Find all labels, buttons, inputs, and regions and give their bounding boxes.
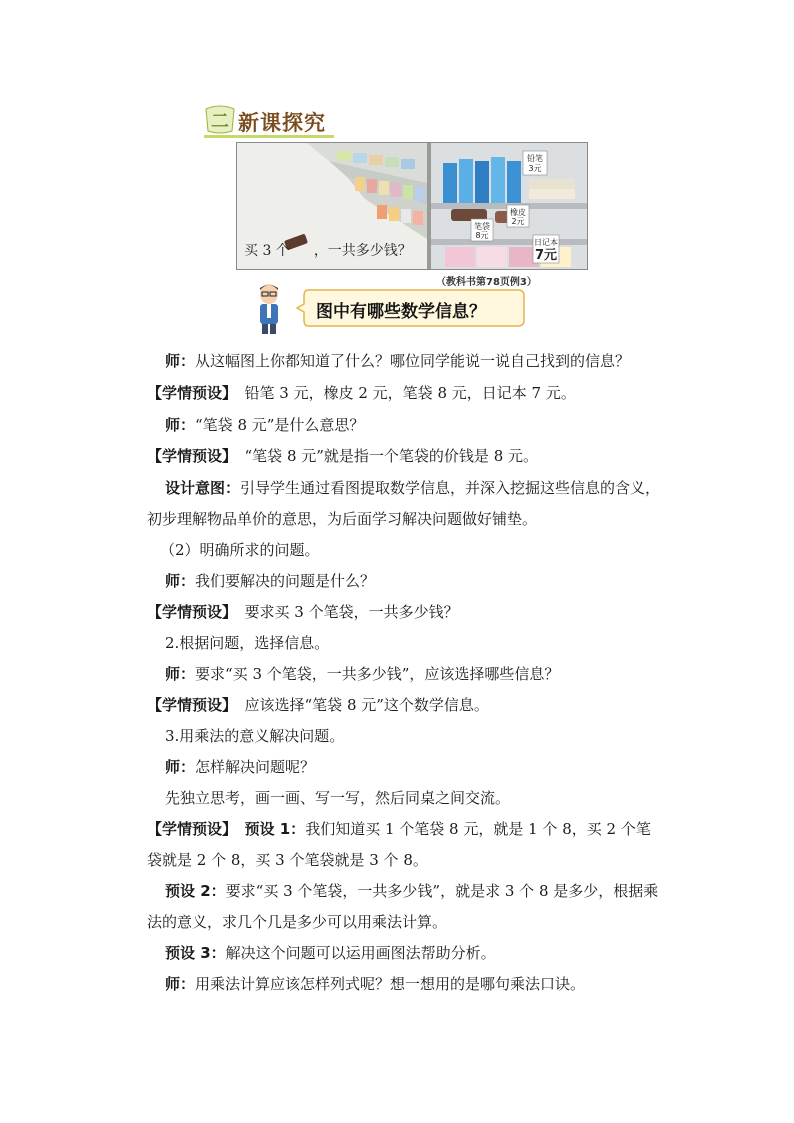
svg-text:8元: 8元 xyxy=(475,231,489,240)
line-9: 【学情预设】 要求买 3 个笔袋，一共多少钱？ xyxy=(147,603,459,621)
line-15: 先独立思考，画一画、写一写，然后同桌之间交流。 xyxy=(165,789,511,807)
line-6: 初步理解物品单价的意思，为后面学习解决问题做好铺垫。 xyxy=(147,510,538,528)
illustration-caption: 买 3 个 ，一共多少钱？ xyxy=(244,243,412,259)
line-4: 【学情预设】 “笔袋 8 元”就是指一个笔袋的价钱是 8 元。 xyxy=(147,447,539,465)
eraser-tag-text: 橡皮 xyxy=(510,208,526,217)
notebook-tag-text: 日记本 xyxy=(534,238,558,247)
line-2: 【学情预设】 铅笔 3 元，橡皮 2 元，笔袋 8 元，日记本 7 元。 xyxy=(147,384,576,402)
line-1: 师：从这幅图上你都知道了什么？哪位同学能说一说自己找到的信息？ xyxy=(165,352,631,370)
teacher-icon xyxy=(252,282,286,336)
line-12: 【学情预设】 应该选择“笔袋 8 元”这个数学信息。 xyxy=(147,696,489,714)
line-3: 师：“笔袋 8 元”是什么意思？ xyxy=(165,416,365,434)
section-number: 二 xyxy=(211,111,229,132)
textbook-source: （教科书第78页例3） xyxy=(436,277,537,288)
line-5: 设计意图：引导学生通过看图提取数学信息，并深入挖掘这些信息的含义， xyxy=(165,479,661,497)
line-20: 预设 3：解决这个问题可以运用画图法帮助分析。 xyxy=(165,944,496,962)
svg-text:3元: 3元 xyxy=(528,164,542,173)
section-title: 新课探究 xyxy=(238,111,326,135)
pencil-tag-text: 铅笔 xyxy=(527,154,543,163)
line-21: 师：用乘法计算应该怎样列式呢？想一想用的是哪句乘法口诀。 xyxy=(165,975,586,993)
case-tag-text: 笔袋 xyxy=(474,222,490,231)
section-number-badge xyxy=(204,105,236,135)
line-17: 袋就是 2 个 8，买 3 个笔袋就是 3 个 8。 xyxy=(147,851,428,869)
svg-text:2元: 2元 xyxy=(511,217,525,226)
svg-text:7元: 7元 xyxy=(534,248,558,263)
line-18: 预设 2：要求“买 3 个笔袋，一共多少钱”，就是求 3 个 8 是多少，根据乘 xyxy=(165,882,659,900)
line-11: 师：要求“买 3 个笔袋，一共多少钱”，应该选择哪些信息？ xyxy=(165,665,560,683)
line-14: 师：怎样解决问题呢？ xyxy=(165,758,316,776)
line-16: 【学情预设】 预设 1：我们知道买 1 个笔袋 8 元，就是 1 个 8，买 2 个笔 xyxy=(147,820,651,838)
section-heading xyxy=(204,103,334,137)
line-7: （2）明确所求的问题。 xyxy=(160,541,320,559)
line-19: 法的意义，求几个几是多少可以用乘法计算。 xyxy=(147,913,448,931)
line-10: 2.根据问题，选择信息。 xyxy=(165,634,330,652)
bubble-question: 图中有哪些数学信息？ xyxy=(316,302,486,322)
section-underline xyxy=(204,135,334,138)
line-8: 师：我们要解决的问题是什么？ xyxy=(165,572,376,590)
line-13: 3.用乘法的意义解决问题。 xyxy=(165,727,345,745)
